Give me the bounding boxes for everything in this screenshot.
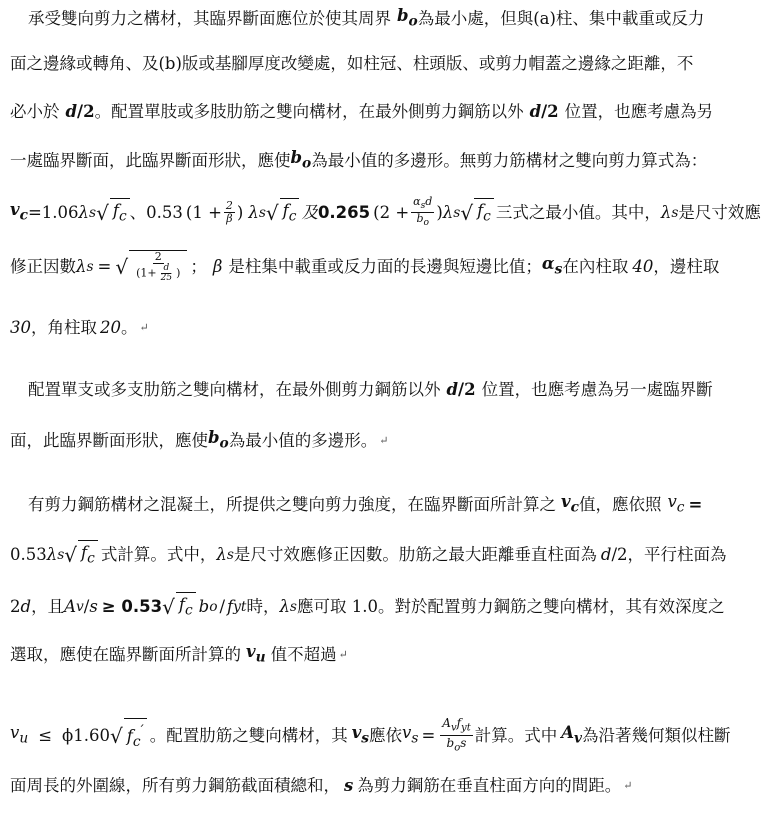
- p3-line1: [10, 490, 761, 519]
- paragraph-mark: ↵: [338, 647, 348, 661]
- text: α: [413, 195, 421, 208]
- text: 位置，也應考慮為另一處臨界斷: [481, 380, 713, 399]
- var-d: d: [600, 545, 612, 565]
- fraction-av-fyt-bos: [440, 716, 472, 756]
- subscript: s: [258, 204, 266, 221]
- text: v: [351, 723, 362, 743]
- text: /: [83, 597, 90, 617]
- var-v: [561, 490, 579, 519]
- subscript: o: [423, 217, 430, 229]
- subscript: c: [118, 207, 127, 224]
- text: b: [397, 6, 409, 25]
- subscript: s: [453, 204, 461, 221]
- var-d: d: [20, 597, 32, 617]
- text: s: [89, 597, 98, 617]
- text: λ: [442, 202, 454, 222]
- text: v: [667, 492, 677, 511]
- sqrt-fc-prime: [124, 718, 147, 754]
- subscript: s: [86, 258, 94, 275]
- radical-sign: √: [64, 543, 78, 568]
- text: 為剪力鋼筋在垂直柱面方向的間距。: [357, 776, 622, 795]
- text: 。配置單肢或多肢肋筋之雙向構材，在最外側剪力鋼筋以外: [94, 102, 524, 121]
- text: /2，平行柱面為: [611, 545, 727, 565]
- text: (1+: [136, 266, 157, 280]
- text: 為最小值的多邊形。: [228, 430, 378, 450]
- text: 面，此臨界斷面形狀，應使: [10, 430, 208, 450]
- subscript: o: [209, 599, 218, 616]
- text: /2: [458, 380, 476, 399]
- text: v: [246, 642, 256, 661]
- radical-sign: √: [115, 254, 129, 279]
- text: 值，應依照: [578, 494, 662, 514]
- subscript: c: [570, 499, 579, 516]
- subscript: s: [361, 730, 370, 747]
- sqrt-fc: [110, 198, 130, 228]
- text: β: [212, 256, 223, 276]
- text: s: [460, 736, 467, 751]
- denominator: β: [226, 212, 233, 226]
- text: 時，: [246, 597, 280, 617]
- var-d: d: [446, 380, 459, 399]
- var-v: [402, 721, 418, 750]
- text: v: [10, 200, 20, 220]
- var-b: [291, 146, 312, 175]
- sqrt-fc: [280, 198, 300, 228]
- subscript: s: [89, 204, 97, 221]
- text: 20: [100, 318, 121, 337]
- text: 應依: [369, 725, 403, 745]
- text: /: [219, 597, 226, 617]
- text: 有剪力鋼筋構材之混凝土，所提供之雙向剪力強度，在臨界斷面所計算之: [28, 494, 556, 514]
- subscript: s: [226, 547, 234, 564]
- var-d: d: [529, 102, 542, 121]
- text: v: [402, 723, 412, 743]
- text: 是柱集中載重或反力面的長邊與短邊比值；: [228, 256, 542, 276]
- superscript: ′: [140, 722, 144, 739]
- denominator: [414, 213, 431, 229]
- text: ，且: [31, 597, 65, 617]
- subscript: c: [483, 207, 491, 224]
- text: λ: [76, 256, 87, 276]
- text: (1 +: [185, 202, 222, 222]
- var-v: [10, 198, 28, 227]
- subscript: s: [289, 599, 297, 616]
- text: ，角柱取: [31, 318, 97, 337]
- text: 修正因數: [10, 256, 76, 276]
- numerator: [440, 716, 472, 736]
- text: b: [198, 597, 210, 617]
- text: 、0.53: [129, 202, 183, 222]
- text: b: [446, 736, 455, 751]
- text: A: [561, 723, 575, 743]
- text: 為最小處，但與(a)柱、集中載重或反力: [417, 8, 705, 28]
- text: 選取，應使在臨界斷面所計算的: [10, 644, 241, 664]
- denominator: [134, 264, 182, 283]
- text: (2 +: [373, 202, 410, 222]
- text: b: [416, 212, 424, 226]
- numerator: 2: [154, 250, 162, 263]
- var-s: s: [344, 776, 354, 795]
- p1-line5-formulas: [10, 196, 761, 229]
- text: 值不超過: [270, 644, 337, 664]
- subscript: s: [554, 261, 563, 278]
- subscript: o: [454, 742, 461, 754]
- p1-line2: [10, 52, 761, 76]
- text: f: [178, 595, 185, 614]
- text: 一處臨界斷面，此臨界斷面形狀，應使: [10, 150, 291, 170]
- text: 0.53: [10, 545, 47, 565]
- subscript: s: [57, 547, 65, 564]
- text: ≤: [38, 725, 53, 745]
- text: α: [541, 253, 555, 273]
- var-v: [667, 490, 684, 519]
- text: 面周長的外圍線，所有剪力鋼筋截面積總和，: [10, 776, 340, 795]
- text: 30: [10, 318, 31, 337]
- sqrt-fc: [474, 198, 494, 228]
- text: ；: [190, 256, 207, 276]
- text: λ: [279, 597, 290, 617]
- p3-line4: [10, 640, 761, 669]
- p3-line2: [10, 540, 761, 570]
- sqrt-fc: [176, 592, 196, 622]
- p1-line3: [10, 100, 761, 124]
- p1-line4: [10, 146, 761, 175]
- text: 面之邊緣或轉角、及(b)版或基腳厚度改變處，如柱冠、柱頭版、或剪力帽蓋之邊緣之距離，不: [10, 54, 694, 73]
- var-alpha: [542, 252, 562, 281]
- text: 40: [632, 256, 654, 276]
- text: ): [436, 202, 443, 222]
- text: 計算。式中: [474, 725, 558, 745]
- text: v: [561, 492, 571, 511]
- text: λ: [46, 545, 58, 565]
- numerator: 2: [225, 199, 233, 213]
- text: A: [442, 716, 451, 730]
- p2-line2: [10, 426, 761, 455]
- text: 在內柱取: [562, 256, 629, 276]
- text: ): [176, 266, 181, 280]
- var-v: [10, 721, 28, 750]
- text: /2: [541, 102, 559, 121]
- subscript: v: [450, 722, 457, 734]
- subscript: o: [219, 435, 229, 452]
- sqrt-lambda: [129, 250, 187, 283]
- p1-line7: [10, 316, 761, 340]
- text: ≥ 0.53: [101, 597, 163, 617]
- text: λ: [248, 202, 259, 222]
- subscript: s: [420, 200, 426, 212]
- text: 三式之最小值。其中，: [495, 202, 661, 222]
- text: 。: [121, 318, 138, 337]
- radical-sign: √: [96, 200, 109, 225]
- text: f: [477, 200, 484, 220]
- var-A: [561, 721, 582, 750]
- sqrt-fc: [78, 540, 98, 570]
- text: =: [421, 725, 436, 745]
- text: 。配置肋筋之雙向構材，其: [149, 725, 348, 745]
- text: 2: [10, 597, 21, 617]
- subscript: c: [19, 207, 28, 224]
- paragraph-mark: ↵: [379, 433, 389, 447]
- text: =1.06: [27, 202, 79, 222]
- subscript: s: [671, 204, 679, 221]
- p1-line1: [10, 4, 761, 33]
- text: f: [456, 716, 462, 730]
- var-b: [208, 426, 229, 455]
- radical-sign: √: [265, 200, 279, 225]
- fraction-alpha-d-bo: [411, 196, 434, 229]
- subscript: v: [75, 599, 84, 616]
- text: =: [688, 494, 703, 514]
- text: 是尺寸效應修正因數。肋筋之最大距離垂直柱面為: [233, 545, 597, 565]
- fraction: [159, 264, 174, 283]
- text: 必小於: [10, 102, 60, 121]
- text: d: [425, 195, 433, 208]
- subscript: yt: [233, 599, 247, 616]
- text: A: [64, 597, 76, 617]
- text: 式計算。式中，: [100, 545, 217, 565]
- text: =: [97, 256, 112, 276]
- text: f: [112, 200, 119, 220]
- text: ϕ1.60: [62, 725, 111, 745]
- text: λ: [78, 202, 90, 222]
- text: 承受雙向剪力之構材，其臨界斷面應位於使其周界: [28, 8, 391, 28]
- paragraph-mark: ↵: [139, 321, 149, 334]
- text: b: [208, 428, 220, 447]
- subscript: c: [676, 499, 685, 516]
- subscript: s: [411, 730, 419, 747]
- radical-sign: √: [162, 595, 175, 620]
- denominator: 25: [160, 273, 173, 283]
- denominator: [445, 736, 469, 755]
- text: 0.265: [317, 202, 371, 222]
- text: 及: [301, 202, 318, 222]
- text: 位置，也應考慮為另: [564, 102, 714, 121]
- subscript: yt: [461, 722, 471, 734]
- fraction: [134, 251, 182, 283]
- subscript: o: [302, 155, 312, 172]
- p3-line3: [10, 592, 761, 622]
- text: λ: [216, 545, 227, 565]
- var-v: [246, 640, 266, 669]
- var-d: d: [65, 102, 78, 121]
- text: v: [10, 723, 20, 743]
- var-v: [352, 721, 369, 750]
- text: 為最小值的多邊形。無剪力筋構材之雙向剪力算式為：: [311, 150, 708, 170]
- text: f: [81, 543, 88, 562]
- text: 為沿著幾何類似柱斷: [582, 725, 731, 745]
- var-b: [397, 4, 418, 33]
- text: 是尺寸效應: [678, 202, 761, 222]
- text: 配置單支或多支肋筋之雙向構材，在最外側剪力鋼筋以外: [28, 380, 441, 399]
- subscript: c: [288, 207, 297, 224]
- paragraph-mark: ↵: [623, 779, 633, 792]
- subscript: v: [574, 730, 583, 747]
- subscript: c: [87, 550, 95, 567]
- text: f: [282, 200, 289, 220]
- numerator: [411, 196, 434, 213]
- text: ): [236, 202, 244, 222]
- radical-sign: √: [110, 723, 123, 748]
- subscript: u: [255, 649, 266, 666]
- subscript: o: [408, 13, 418, 30]
- text: f: [126, 726, 133, 746]
- fraction-2-beta: [224, 200, 235, 225]
- p4-line2: [10, 774, 761, 798]
- text: λ: [660, 202, 672, 222]
- text: 應可取 1.0。對於配置剪力鋼筋之雙向構材，其有效深度之: [296, 597, 725, 617]
- text: ，邊柱取: [653, 256, 720, 276]
- numerator: d: [163, 263, 170, 273]
- text: b: [290, 148, 303, 167]
- subscript: c: [184, 602, 193, 619]
- p4-line1: [10, 716, 761, 756]
- subscript: c: [132, 733, 141, 750]
- radical-sign: √: [460, 200, 474, 225]
- p2-line1: [10, 378, 761, 402]
- subscript: u: [19, 730, 29, 747]
- p1-line6: [10, 250, 761, 283]
- text: /2: [77, 102, 95, 121]
- text: f: [227, 597, 234, 617]
